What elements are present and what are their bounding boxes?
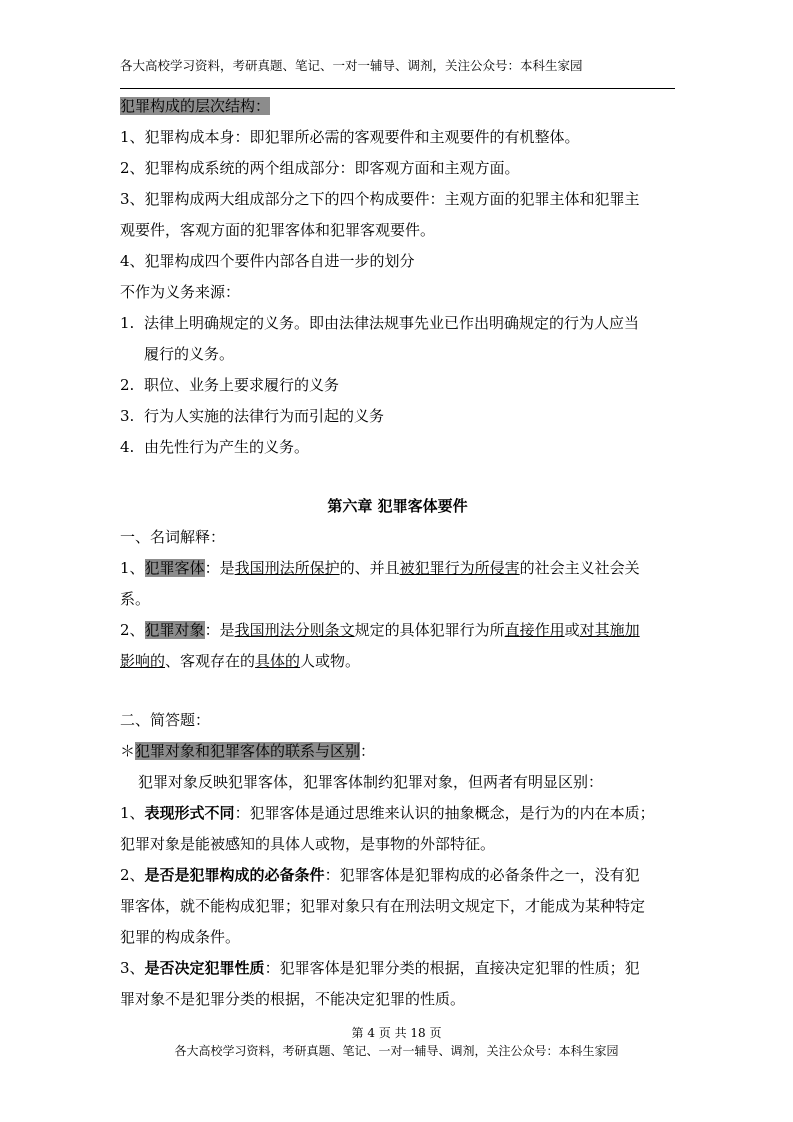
definition-1-continuation: 系。	[120, 590, 151, 608]
answer-point-1: 1、表现形式不同：犯罪客体是通过思维来认识的抽象概念，是行为的内在本质；	[120, 804, 655, 822]
question-title: ＊犯罪对象和犯罪客体的联系与区别：	[120, 742, 376, 760]
answer-continuation: 罪对象不是犯罪分类的根据，不能决定犯罪的性质。	[120, 990, 466, 1008]
paragraph: 观要件，客观方面的犯罪客体和犯罪客观要件。	[120, 221, 436, 239]
answer-continuation: 罪客体，就不能构成犯罪；犯罪对象只有在刑法明文规定下，才能成为某种特定	[120, 897, 646, 915]
page-content	[120, 91, 675, 1015]
header-divider	[120, 88, 675, 89]
term-highlight: 犯罪对象	[144, 621, 205, 639]
page-header: 各大高校学习资料，考研真题、笔记、一对一辅导、调剂，关注公众号：本科生家园	[120, 58, 583, 73]
spacer	[120, 463, 675, 491]
term-highlight: 犯罪客体	[144, 559, 205, 577]
answer-continuation: 犯罪对象是能被感知的具体人或物，是事物的外部特征。	[120, 835, 496, 853]
section-title	[120, 91, 675, 122]
list-item-continuation: 履行的义务。	[144, 345, 235, 363]
paragraph: 4、犯罪构成四个要件内部各自进一步的划分	[120, 252, 415, 270]
answer-point-2: 2、是否是犯罪构成的必备条件：犯罪客体是犯罪构成的必备条件之一，没有犯	[120, 866, 640, 884]
chapter-title: 第六章 犯罪客体要件	[327, 497, 468, 515]
paragraph: 1、犯罪构成本身：即犯罪所必需的客观要件和主观要件的有机整体。	[120, 128, 580, 146]
answer-continuation: 犯罪的构成条件。	[120, 928, 241, 946]
highlighted-heading: 犯罪构成的层次结构：	[120, 97, 271, 115]
definition-2-continuation: 影响的、客观存在的具体的人或物。	[120, 652, 361, 670]
subsection-heading: 一、名词解释：	[120, 528, 226, 546]
definition-1: 1、犯罪客体：是我国刑法所保护的、并且被犯罪行为所侵害的社会主义社会关	[120, 559, 640, 577]
definition-2: 2、犯罪对象：是我国刑法分则条文规定的具体犯罪行为所直接作用或对其施加	[120, 621, 640, 639]
list-item: 2. 职位、业务上要求履行的义务	[120, 376, 340, 394]
answer-point-3: 3、是否决定犯罪性质：犯罪客体是犯罪分类的根据，直接决定犯罪的性质；犯	[120, 959, 640, 977]
section-title: 不作为义务来源：	[120, 283, 241, 301]
page-number: 第 4 页 共 18 页	[351, 1026, 442, 1040]
paragraph: 3、犯罪构成两大组成部分之下的四个构成要件：主观方面的犯罪主体和犯罪主	[120, 190, 640, 208]
list-item: 4. 由先性行为产生的义务。	[120, 438, 310, 456]
list-item: 1. 法律上明确规定的义务。即由法律法规事先业已作出明确规定的行为人应当	[120, 314, 640, 332]
spacer	[120, 677, 675, 705]
page-footer: 各大高校学习资料，考研真题、笔记、一对一辅导、调剂，关注公众号：本科生家园	[174, 1044, 619, 1058]
list-item: 3. 行为人实施的法律行为而引起的义务	[120, 407, 385, 425]
paragraph: 2、犯罪构成系统的两个组成部分：即客观方面和主观方面。	[120, 159, 520, 177]
highlighted-question: 犯罪对象和犯罪客体的联系与区别	[135, 742, 361, 760]
subsection-heading: 二、简答题：	[120, 711, 211, 729]
answer-intro: 犯罪对象反映犯罪客体，犯罪客体制约犯罪对象，但两者有明显区别：	[138, 773, 604, 791]
